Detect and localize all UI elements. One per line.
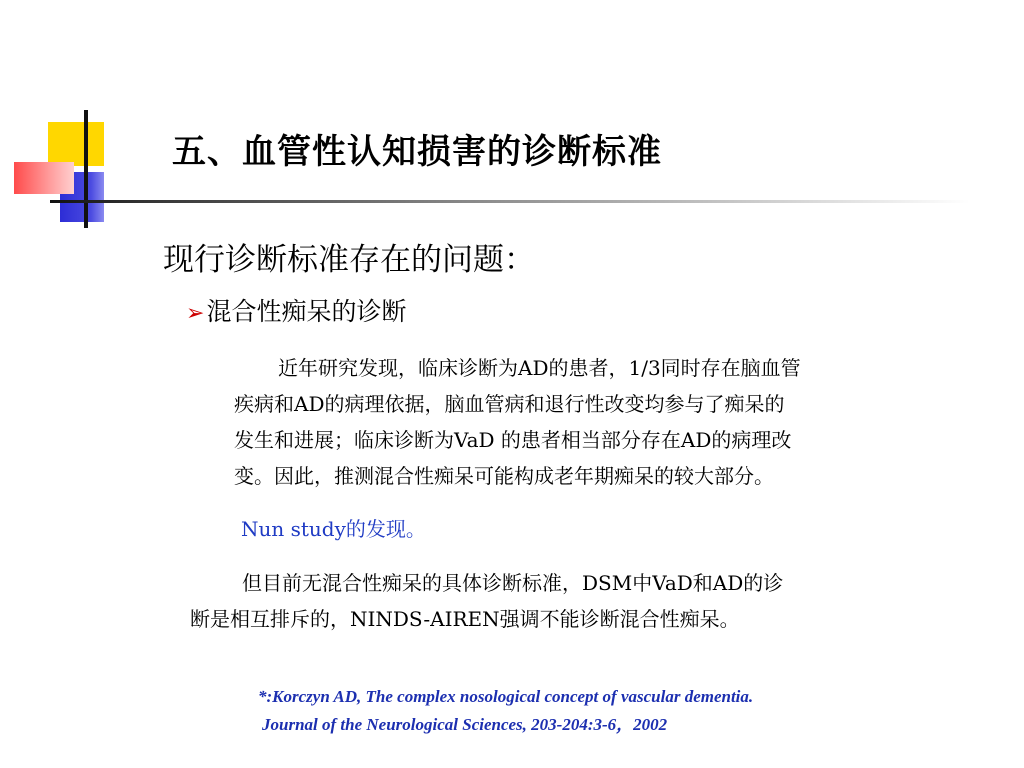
slide-title: 五、血管性认知损害的诊断标准 bbox=[172, 132, 662, 172]
nun-study-link[interactable]: Nun study的发现。 bbox=[241, 517, 426, 541]
paragraph-line: 但目前无混合性痴呆的具体诊断标准，DSM中VaD和AD的诊 bbox=[242, 571, 784, 595]
paragraph-mixed-dementia-findings bbox=[190, 350, 920, 494]
paragraph-line: 近年研究发现，临床诊断为AD的患者，1/3同时存在脑血管 bbox=[278, 356, 801, 380]
citation-line-1: *:Korczyn AD, The complex nosological concept of vascular dementia. bbox=[258, 687, 754, 706]
paragraph-line: 变。因此，推测混合性痴呆可能构成老年期痴呆的较大部分。 bbox=[234, 464, 774, 488]
paragraph-line: 断是相互排斥的，NINDS-AIREN强调不能诊断混合性痴呆。 bbox=[190, 607, 740, 631]
bullet-item bbox=[186, 292, 406, 328]
paragraph-diagnostic-criteria bbox=[190, 565, 920, 637]
bullet-label: 混合性痴呆的诊断 bbox=[206, 297, 407, 326]
citation-line-2: Journal of the Neurological Sciences, 203-204:3-6，2002 bbox=[262, 715, 668, 734]
section-heading: 现行诊断标准存在的问题： bbox=[163, 242, 535, 278]
citation bbox=[258, 683, 753, 739]
ornament-yellow-square bbox=[48, 122, 104, 166]
paragraph-line: 疾病和AD的病理依据，脑血管病和退行性改变均参与了痴呆的 bbox=[234, 392, 785, 416]
ornament-vertical-line bbox=[84, 110, 88, 228]
ornament-red-bar bbox=[14, 162, 74, 194]
arrow-right-icon: ➢ bbox=[186, 301, 205, 326]
paragraph-line: 发生和进展；临床诊断为VaD 的患者相当部分存在AD的病理改 bbox=[234, 428, 792, 452]
title-divider bbox=[50, 200, 970, 203]
